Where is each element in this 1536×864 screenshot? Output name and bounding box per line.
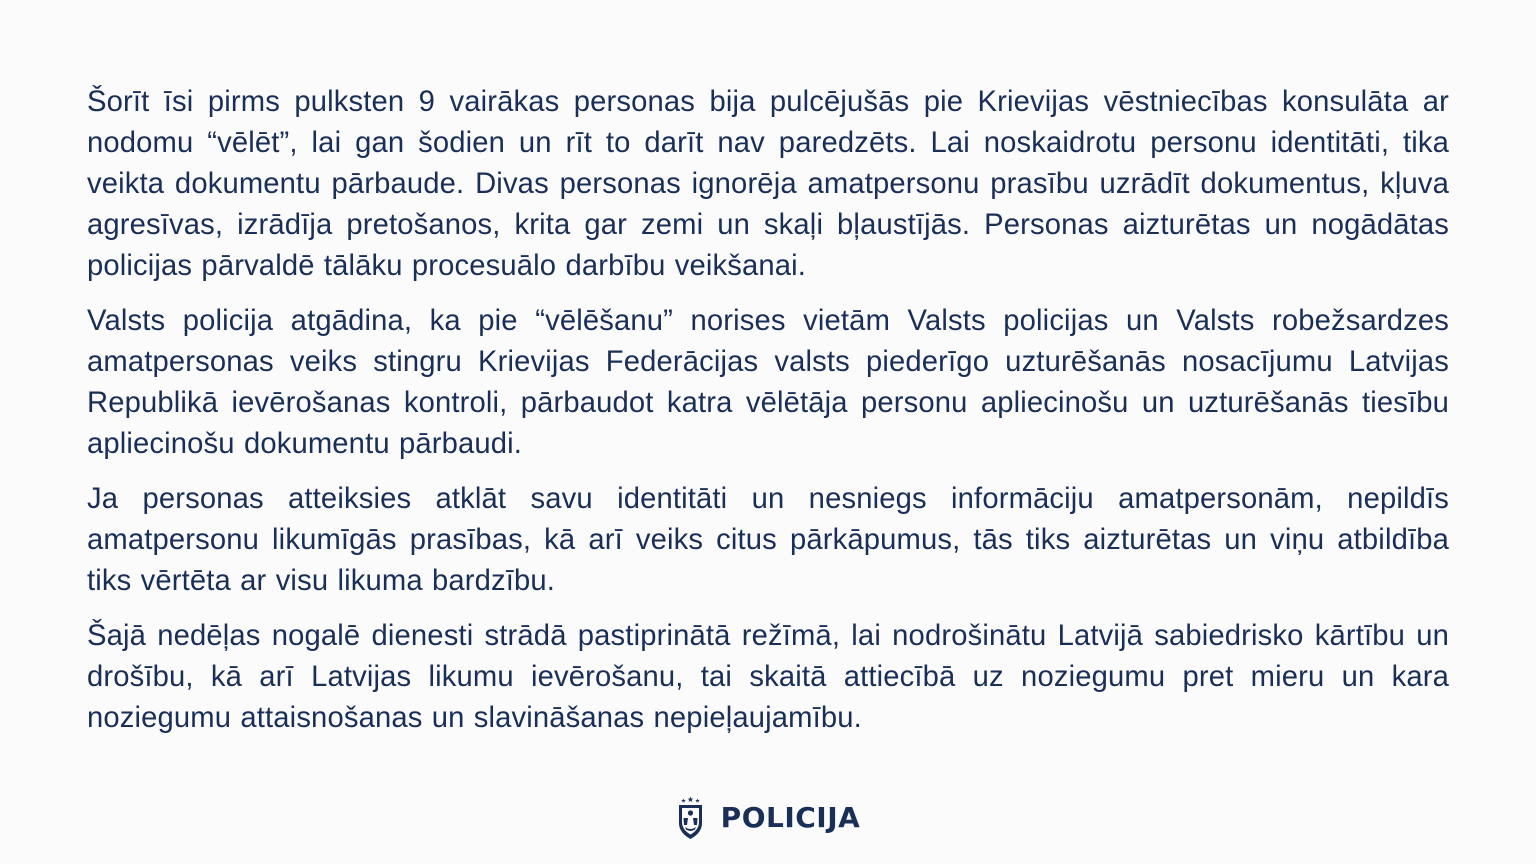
paragraph-incident: Šorīt īsi pirms pulksten 9 vairākas personas bija pulcējušās pie Krievijas vēstniecības konsulāta ar nodomu “vēlēt”, lai gan šodien un rīt to darīt nav paredzēts. Lai noskaidrotu personu identitāti, tika veikta dokumentu pārbaude. Divas personas ignorēja amatpersonu prasību uzrādīt dokumentus, kļuva agresīvas, izrādīja pretošanos, krita gar zemi un skaļi bļaustījās. Personas aizturētas un nogādātas policijas pārvaldē tālāku procesuālo darbību veikšanai. [87,86,1449,282]
police-logo [676,796,861,840]
footer-logo [0,795,1536,841]
logo-text: POLICIJA [720,801,861,834]
paragraph-warning: Ja personas atteiksies atklāt savu identitāti un nesniegs informāciju amatpersonām, nepildīs amatpersonu likumīgās prasības, kā arī veiks citus pārkāpumus, tās tiks aizturētas un viņu atbildība tiks vērtēta ar visu likuma bardzību. [87,483,1449,597]
paragraph-weekend-regime: Šajā nedēļas nogalē dienesti strādā pastiprinātā režīmā, lai nodrošinātu Latvijā sabiedrisko kārtību un drošību, kā arī Latvijas likumu ievērošanu, tai skaitā attiecībā uz noziegumu pret mieru un kara noziegumu attaisnošanas un slavināšanas nepieļaujamību. [87,620,1449,734]
police-crest-icon [676,796,705,840]
statement-body [87,82,1449,753]
paragraph-reminder: Valsts policija atgādina, ka pie “vēlēšanu” norises vietām Valsts policijas un Valsts robežsardzes amatpersonas veiks stingru Krievijas Federācijas valsts piederīgo uzturēšanās nosacījumu Latvijas Republikā ievērošanas kontroli, pārbaudot katra vēlētāja personu apliecinošu un uzturēšanās tiesību apliecinošu dokumentu pārbaudi. [87,305,1449,460]
